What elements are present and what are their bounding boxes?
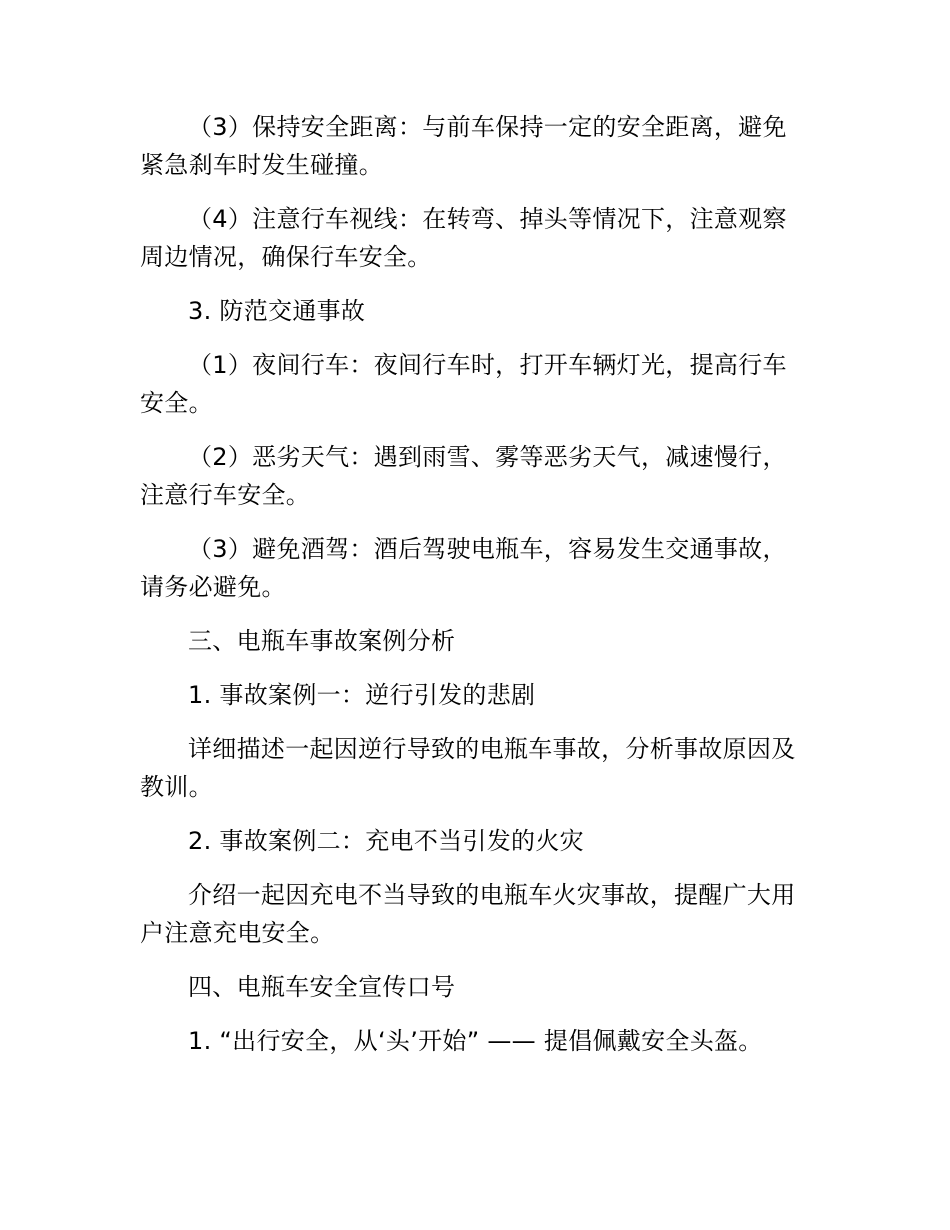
section-heading-slogans: 四、电瓶车安全宣传口号: [188, 973, 456, 1001]
subheading-prevent-accidents: 3. 防范交通事故: [188, 297, 366, 325]
paragraph-case-one-desc: 详细描述一起因逆行导致的电瓶车事故，分析事故原因及教训。: [140, 735, 796, 801]
paragraph-keep-distance: （3）保持安全距离：与前车保持一定的安全距离，避免紧急刹车时发生碰撞。: [140, 113, 787, 179]
paragraph-sightline: （4）注意行车视线：在转弯、掉头等情况下，注意观察周边情况，确保行车安全。: [140, 205, 787, 271]
paragraph-bad-weather: （2）恶劣天气：遇到雨雪、雾等恶劣天气，减速慢行，注意行车安全。: [140, 443, 787, 509]
subheading-case-two: 2. 事故案例二：充电不当引发的火灾: [188, 827, 584, 855]
paragraph-no-drunk-driving: （3）避免酒驾：酒后驾驶电瓶车，容易发生交通事故，请务必避免。: [140, 535, 787, 601]
paragraph-night-driving: （1）夜间行车：夜间行车时，打开车辆灯光，提高行车安全。: [140, 351, 787, 417]
section-heading-case-analysis: 三、电瓶车事故案例分析: [188, 627, 456, 655]
paragraph-case-two-desc: 介绍一起因充电不当导致的电瓶车火灾事故，提醒广大用户注意充电安全。: [140, 881, 796, 947]
subheading-case-one: 1. 事故案例一：逆行引发的悲剧: [188, 681, 536, 709]
paragraph-slogan-one: 1. “出行安全，从‘头’开始” —— 提倡佩戴安全头盔。: [188, 1027, 763, 1055]
